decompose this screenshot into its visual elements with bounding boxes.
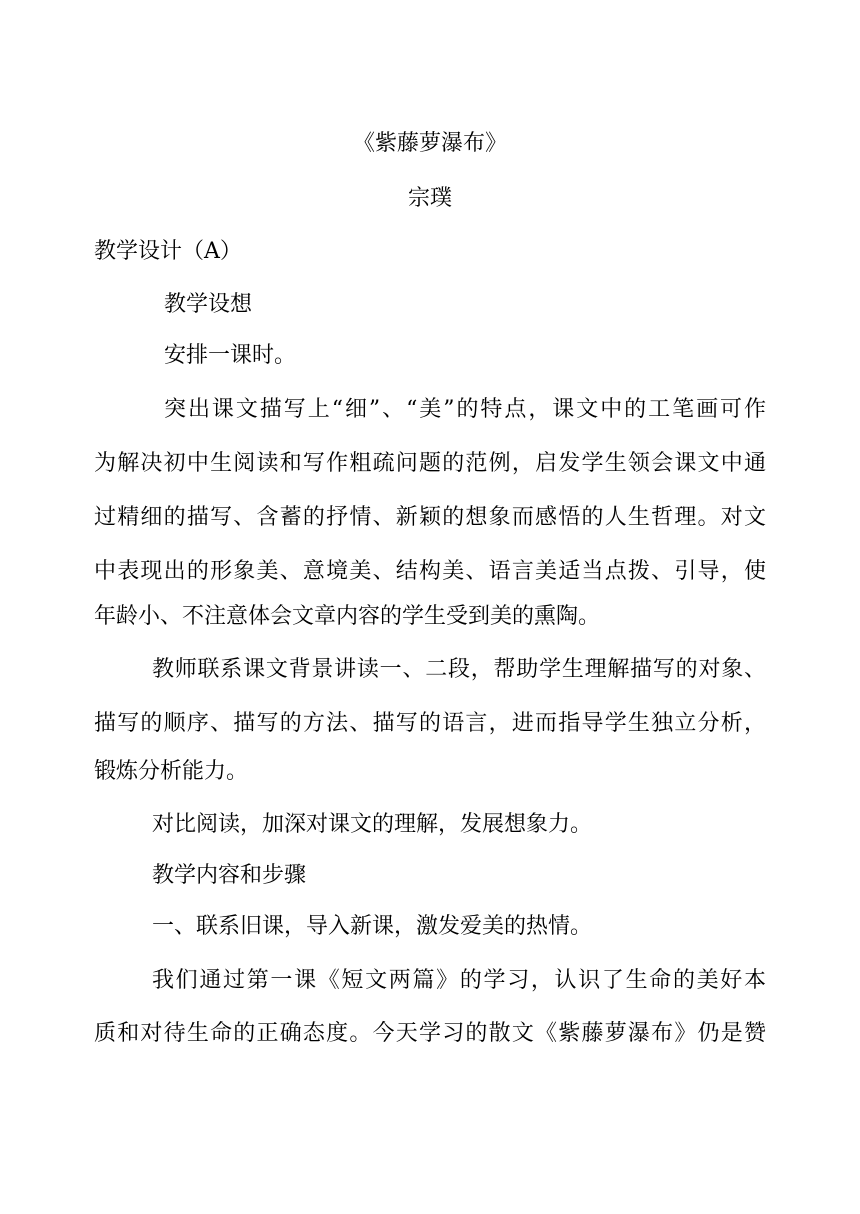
document-author: 宗璞 [407,186,452,211]
paragraph-teacher-line: 锻炼分析能力。 [94,759,249,784]
paragraph-schedule: 安排一课时。 [164,343,297,368]
paragraph-intro-line: 我们通过第一课《短文两篇》的学习，认识了生命的美好本 [152,968,766,993]
paragraph-highlight-line: 中表现出的形象美、意境美、结构美、语言美适当点拨、引导，使 [94,559,766,584]
section-heading: 教学设计（A） [94,239,242,264]
document-title: 《紫藤萝瀑布》 [352,131,507,156]
subheading-content-steps: 教学内容和步骤 [152,863,307,888]
paragraph-highlight-line: 为解决初中生阅读和写作粗疏问题的范例，启发学生领会课文中通 [94,451,766,476]
paragraph-compare: 对比阅读，加深对课文的理解，发展想象力。 [152,812,593,837]
paragraph-teacher-line: 教师联系课文背景讲读一、二段，帮助学生理解描写的对象、 [152,657,766,682]
paragraph-teacher-line: 描写的顺序、描写的方法、描写的语言，进而指导学生独立分析， [94,711,766,736]
paragraph-highlight-line: 突出课文描写上“细”、“美”的特点，课文中的工笔画可作 [164,397,766,422]
paragraph-intro-line: 质和对待生命的正确态度。今天学习的散文《紫藤萝瀑布》仍是赞 [94,1021,766,1046]
subheading-design-idea: 教学设想 [164,292,253,317]
step-one-heading: 一、联系旧课，导入新课，激发爱美的热情。 [152,914,593,939]
paragraph-highlight-line: 年龄小、不注意体会文章内容的学生受到美的熏陶。 [94,604,601,629]
paragraph-highlight-line: 过精细的描写、含蓄的抒情、新颖的想象而感悟的人生哲理。对文 [94,505,766,530]
